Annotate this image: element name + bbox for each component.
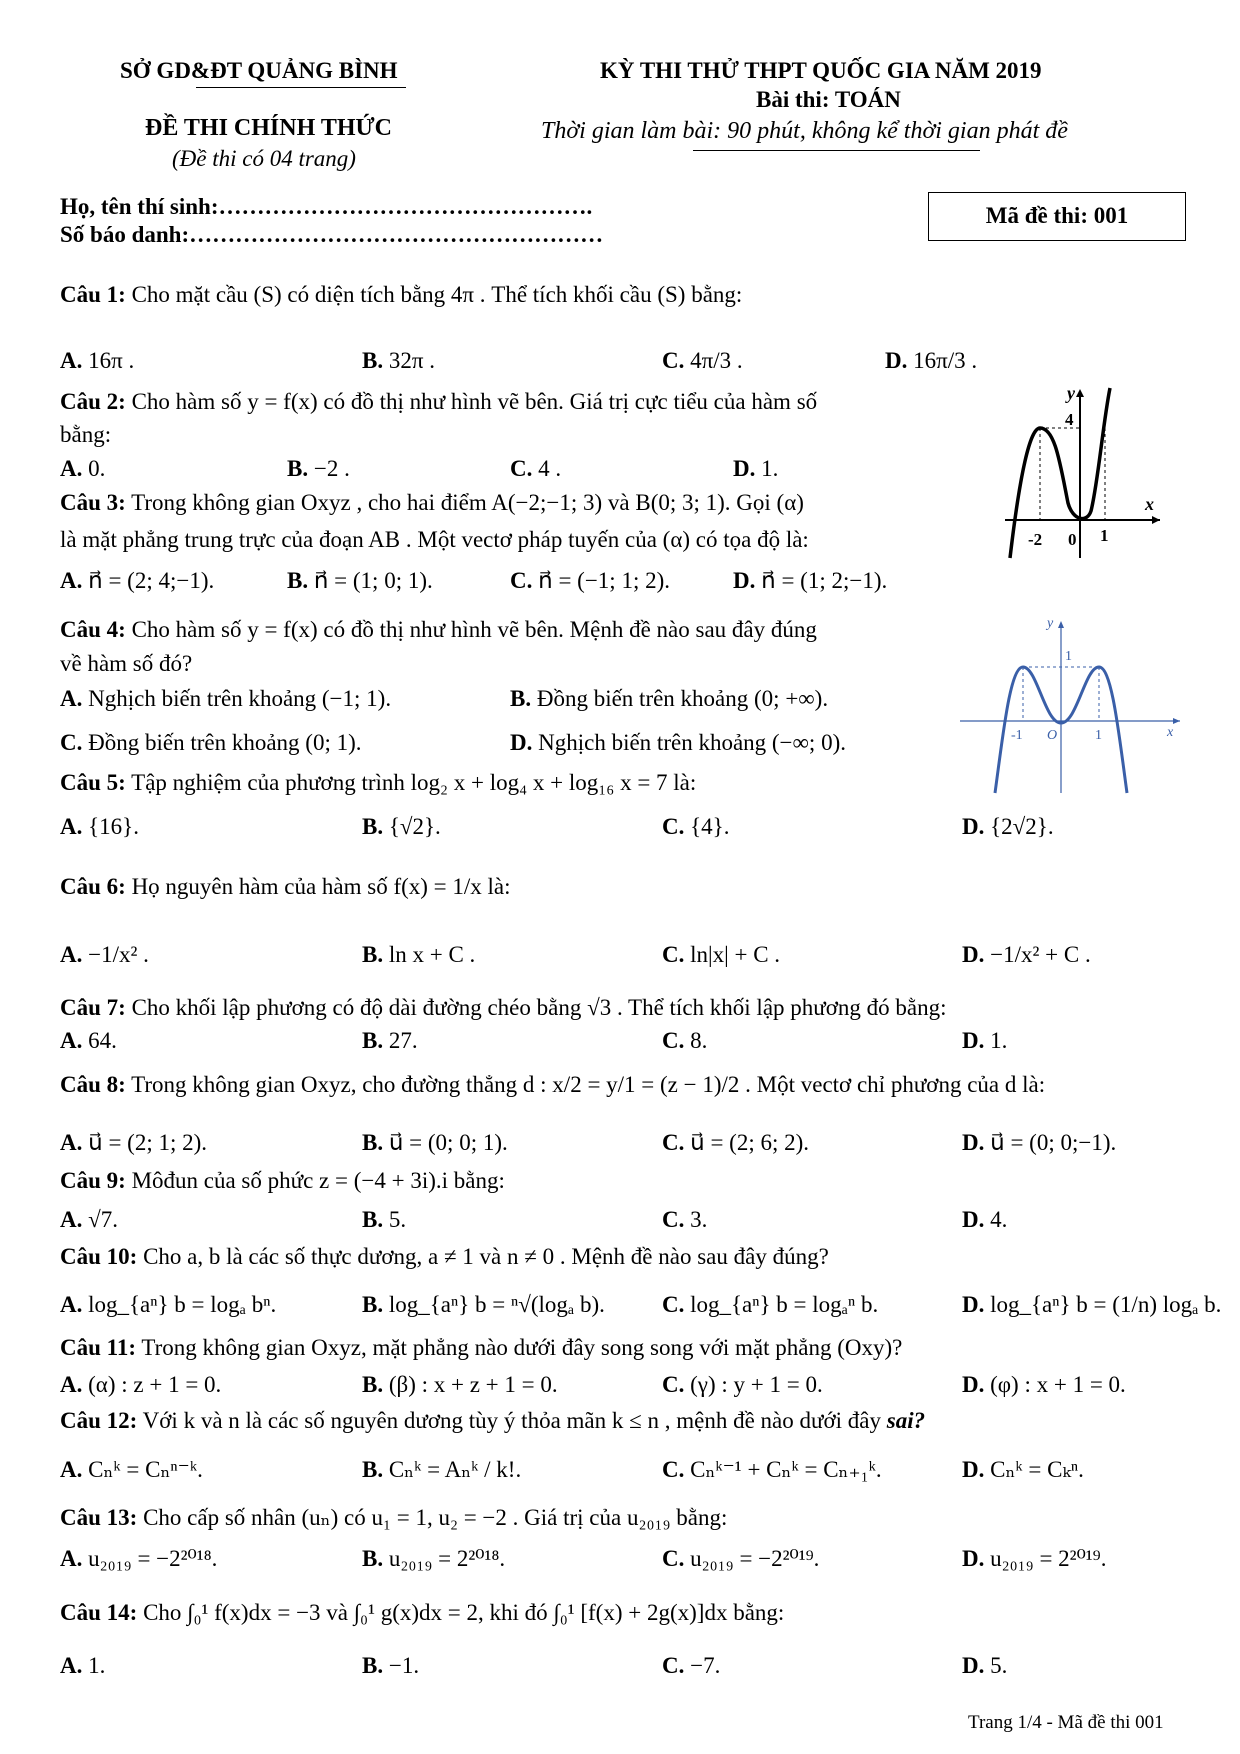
option-key: A. bbox=[60, 1292, 83, 1317]
g2-tick-neg1: -1 bbox=[1011, 728, 1023, 743]
question-13-option-b bbox=[362, 1546, 505, 1572]
g1-tick-neg2: -2 bbox=[1028, 530, 1043, 549]
option-value: n⃗ = (1; 2;−1). bbox=[761, 568, 888, 593]
option-key: A. bbox=[60, 568, 83, 593]
question-1-option-c bbox=[662, 348, 743, 374]
option-key: D. bbox=[962, 1207, 985, 1232]
option-key: A. bbox=[60, 348, 83, 373]
option-value: (γ) : y + 1 = 0. bbox=[690, 1372, 823, 1397]
candidate-id-line: Số báo danh:……………………………………………… bbox=[60, 222, 604, 247]
option-value: Cₙᵏ = Cₖⁿ. bbox=[990, 1457, 1084, 1482]
option-value: n⃗ = (1; 0; 1). bbox=[313, 568, 433, 593]
question-text: Cho cấp số nhân (uₙ) có u₁ = 1, u₂ = −2 . Giá trị của u₂₀₁₉ bằng: bbox=[143, 1505, 728, 1530]
question-3-option-d bbox=[733, 568, 887, 594]
option-key: B. bbox=[287, 456, 309, 481]
question-text: Cho a, b là các số thực dương, a ≠ 1 và n ≠ 0 . Mệnh đề nào sau đây đúng? bbox=[143, 1244, 829, 1269]
question-6-option-d bbox=[962, 942, 1091, 968]
exam-subject: Bài thi: TOÁN bbox=[756, 87, 901, 112]
question-3-stem bbox=[60, 490, 804, 516]
option-key: C. bbox=[662, 1457, 685, 1482]
question-text: Với k và n là các số nguyên dương tùy ý thỏa mãn k ≤ n , mệnh đề nào dưới đây bbox=[142, 1408, 881, 1433]
option-key: B. bbox=[362, 1292, 384, 1317]
question-10-option-c bbox=[662, 1292, 878, 1318]
option-key: D. bbox=[962, 1372, 985, 1397]
option-key: C. bbox=[662, 1653, 685, 1678]
option-key: D. bbox=[962, 1457, 985, 1482]
question-7-option-b bbox=[362, 1028, 418, 1054]
org-underline bbox=[196, 87, 406, 88]
option-value: u₂₀₁₉ = −2²⁰¹⁸. bbox=[88, 1546, 218, 1571]
option-value: u₂₀₁₉ = 2²⁰¹⁸. bbox=[388, 1546, 506, 1571]
option-key: C. bbox=[662, 1372, 685, 1397]
g2-tick-o: O bbox=[1047, 728, 1058, 743]
question-2-option-a bbox=[60, 456, 105, 482]
option-value: 4π/3 . bbox=[690, 348, 743, 373]
option-key: B. bbox=[362, 1653, 384, 1678]
option-value: 1. bbox=[990, 1028, 1008, 1053]
question-label: Câu 9: bbox=[60, 1168, 126, 1193]
option-value: ln|x| + C . bbox=[690, 942, 781, 967]
question-8-option-d bbox=[962, 1130, 1116, 1156]
option-key: A. bbox=[60, 1207, 83, 1232]
option-value: ln x + C . bbox=[388, 942, 476, 967]
question-11-option-d bbox=[962, 1372, 1126, 1398]
question-5-stem bbox=[60, 770, 696, 796]
option-key: B. bbox=[362, 1028, 384, 1053]
option-key: A. bbox=[60, 1457, 83, 1482]
option-value: 4 . bbox=[538, 456, 562, 481]
question-2-option-d bbox=[733, 456, 778, 482]
option-value: 16π . bbox=[88, 348, 135, 373]
option-value: (φ) : x + 1 = 0. bbox=[990, 1372, 1126, 1397]
option-value: u₂₀₁₉ = −2²⁰¹⁹. bbox=[690, 1546, 820, 1571]
option-key: B. bbox=[362, 1207, 384, 1232]
question-12-stem bbox=[60, 1408, 925, 1434]
option-value: 8. bbox=[690, 1028, 708, 1053]
option-key: B. bbox=[287, 568, 309, 593]
option-value: 1. bbox=[88, 1653, 106, 1678]
option-key: C. bbox=[60, 730, 83, 755]
question-12-option-d bbox=[962, 1457, 1084, 1483]
question-3-option-c bbox=[510, 568, 670, 594]
option-value: 64. bbox=[88, 1028, 117, 1053]
question-3-stem-cont: là mặt phẳng trung trực của đoạn AB . Một vectơ pháp tuyến của (α) có tọa độ là: bbox=[60, 527, 809, 552]
option-value: 27. bbox=[388, 1028, 418, 1053]
option-value: 3. bbox=[690, 1207, 708, 1232]
option-key: D. bbox=[962, 1546, 985, 1571]
question-11-option-a bbox=[60, 1372, 221, 1398]
question-11-stem bbox=[60, 1335, 902, 1361]
question-emphasis: sai? bbox=[886, 1408, 926, 1433]
option-key: B. bbox=[362, 1546, 384, 1571]
option-key: A. bbox=[60, 814, 83, 839]
option-value: −1. bbox=[388, 1653, 420, 1678]
question-10-option-d bbox=[962, 1292, 1221, 1318]
question-13-option-d bbox=[962, 1546, 1106, 1572]
question-6-option-c bbox=[662, 942, 780, 968]
question-5-option-b bbox=[362, 814, 441, 840]
question-label: Câu 8: bbox=[60, 1072, 126, 1097]
option-value: {√2}. bbox=[388, 814, 441, 839]
question-4-stem-cont: về hàm số đó? bbox=[60, 651, 193, 676]
option-value: {2√2}. bbox=[990, 814, 1054, 839]
question-13-option-c bbox=[662, 1546, 819, 1572]
question-9-option-c bbox=[662, 1207, 707, 1233]
question-text: Môđun của số phức z = (−4 + 3i).i bằng: bbox=[131, 1168, 505, 1193]
question-7-option-d bbox=[962, 1028, 1007, 1054]
option-key: B. bbox=[362, 942, 384, 967]
option-key: D. bbox=[962, 1028, 985, 1053]
question-label: Câu 13: bbox=[60, 1505, 138, 1530]
option-value: log_{aⁿ} b = logₐⁿ b. bbox=[690, 1292, 879, 1317]
option-key: B. bbox=[362, 1372, 384, 1397]
question-2-stem-cont: bằng: bbox=[60, 422, 112, 447]
graph-question-4 bbox=[955, 615, 1185, 795]
option-value: 5. bbox=[990, 1653, 1008, 1678]
candidate-name-line: Họ, tên thí sinh:…………………………………………. bbox=[60, 194, 593, 219]
option-value: Cₙᵏ = Cₙⁿ⁻ᵏ. bbox=[88, 1457, 203, 1482]
option-key: D. bbox=[733, 456, 756, 481]
question-12-option-b bbox=[362, 1457, 521, 1483]
question-10-option-b bbox=[362, 1292, 605, 1318]
option-key: C. bbox=[662, 1546, 685, 1571]
question-label: Câu 6: bbox=[60, 874, 126, 899]
option-key: D. bbox=[885, 348, 908, 373]
option-value: −7. bbox=[690, 1653, 721, 1678]
question-text: Cho khối lập phương có độ dài đường chéo bằng √3 . Thể tích khối lập phương đó bằng: bbox=[131, 995, 947, 1020]
option-value: 16π/3 . bbox=[913, 348, 978, 373]
option-key: D. bbox=[733, 568, 756, 593]
question-12-option-c bbox=[662, 1457, 882, 1483]
question-14-option-a bbox=[60, 1653, 105, 1679]
question-8-option-a bbox=[60, 1130, 207, 1156]
org-name: SỞ GD&ĐT QUẢNG BÌNH bbox=[120, 58, 398, 83]
question-1-option-d bbox=[885, 348, 977, 374]
question-text: Trong không gian Oxyz , cho hai điểm A(−2;−1; 3) và B(0; 3; 1). Gọi (α) bbox=[131, 490, 804, 515]
option-key: A. bbox=[60, 1372, 83, 1397]
question-2-option-c bbox=[510, 456, 561, 482]
option-value: log_{aⁿ} b = logₐ bⁿ. bbox=[88, 1292, 277, 1317]
option-value: log_{aⁿ} b = (1/n) logₐ b. bbox=[990, 1292, 1222, 1317]
question-14-stem bbox=[60, 1600, 784, 1626]
question-8-option-c bbox=[662, 1130, 809, 1156]
exam-title: KỲ THI THỬ THPT QUỐC GIA NĂM 2019 bbox=[600, 58, 1042, 83]
option-key: C. bbox=[510, 456, 533, 481]
exam-code: Mã đề thi: 001 bbox=[985, 203, 1129, 228]
option-value: n⃗ = (2; 4;−1). bbox=[88, 568, 215, 593]
option-key: A. bbox=[60, 1653, 83, 1678]
page-footer: Trang 1/4 - Mã đề thi 001 bbox=[968, 1712, 1164, 1733]
option-value: n⃗ = (−1; 1; 2). bbox=[538, 568, 670, 593]
option-value: log_{aⁿ} b = ⁿ√(logₐ b). bbox=[388, 1292, 605, 1317]
question-14-option-c bbox=[662, 1653, 720, 1679]
page-count-note: (Đề thi có 04 trang) bbox=[172, 146, 356, 171]
question-9-option-a bbox=[60, 1207, 118, 1233]
option-key: A. bbox=[60, 1130, 83, 1155]
question-8-option-b bbox=[362, 1130, 508, 1156]
g1-tick-1: 1 bbox=[1100, 526, 1109, 545]
option-key: A. bbox=[60, 1028, 83, 1053]
question-10-option-a bbox=[60, 1292, 276, 1318]
option-value: Đồng biến trên khoảng (0; +∞). bbox=[536, 686, 829, 711]
option-value: Nghịch biến trên khoảng (−1; 1). bbox=[88, 686, 392, 711]
question-4-option-b bbox=[510, 686, 828, 712]
question-7-stem bbox=[60, 995, 947, 1021]
question-label: Câu 11: bbox=[60, 1335, 137, 1360]
question-12-option-a bbox=[60, 1457, 203, 1483]
option-value: u₂₀₁₉ = 2²⁰¹⁹. bbox=[990, 1546, 1107, 1571]
g1-y-label: y bbox=[1067, 383, 1075, 403]
g1-tick-4: 4 bbox=[1065, 410, 1074, 429]
question-text: Họ nguyên hàm của hàm số f(x) = 1/x là: bbox=[131, 874, 511, 899]
option-value: −1/x² . bbox=[88, 942, 149, 967]
question-9-option-b bbox=[362, 1207, 406, 1233]
option-key: D. bbox=[962, 942, 985, 967]
question-text: Trong không gian Oxyz, cho đường thẳng d : x/2 = y/1 = (z − 1)/2 . Một vectơ chỉ phương của d là: bbox=[131, 1072, 1046, 1097]
question-9-option-d bbox=[962, 1207, 1007, 1233]
question-label: Câu 7: bbox=[60, 995, 126, 1020]
option-value: (α) : z + 1 = 0. bbox=[88, 1372, 222, 1397]
option-value: 32π . bbox=[388, 348, 435, 373]
question-text: Cho hàm số y = f(x) có đồ thị như hình vẽ bên. Giá trị cực tiểu của hàm số bbox=[131, 389, 818, 414]
question-text: Cho ∫₀¹ f(x)dx = −3 và ∫₀¹ g(x)dx = 2, khi đó ∫₀¹ [f(x) + 2g(x)]dx bằng: bbox=[143, 1600, 785, 1625]
question-2-option-b bbox=[287, 456, 350, 482]
option-value: 1. bbox=[761, 456, 779, 481]
question-text: Trong không gian Oxyz, mặt phẳng nào dưới đây song song với mặt phẳng (Oxy)? bbox=[141, 1335, 903, 1360]
question-3-option-a bbox=[60, 568, 214, 594]
question-label: Câu 5: bbox=[60, 770, 126, 795]
option-key: D. bbox=[962, 1130, 985, 1155]
option-value: (β) : x + z + 1 = 0. bbox=[388, 1372, 558, 1397]
question-13-stem bbox=[60, 1505, 727, 1531]
question-3-option-b bbox=[287, 568, 433, 594]
question-7-option-a bbox=[60, 1028, 117, 1054]
g2-x-label: x bbox=[1167, 725, 1174, 740]
question-text: Tập nghiệm của phương trình log₂ x + log₄ x + log₁₆ x = 7 là: bbox=[131, 770, 697, 795]
option-value: 5. bbox=[388, 1207, 407, 1232]
option-value: u⃗ = (0; 0; 1). bbox=[388, 1130, 508, 1155]
option-key: C. bbox=[662, 814, 685, 839]
option-key: B. bbox=[362, 814, 384, 839]
question-11-option-b bbox=[362, 1372, 558, 1398]
question-text: Cho mặt cầu (S) có diện tích bằng 4π . Thể tích khối cầu (S) bằng: bbox=[131, 282, 743, 307]
option-value: Cₙᵏ⁻¹ + Cₙᵏ = Cₙ₊₁ᵏ. bbox=[690, 1457, 882, 1482]
question-6-stem bbox=[60, 874, 511, 900]
question-7-option-c bbox=[662, 1028, 707, 1054]
option-value: u⃗ = (2; 1; 2). bbox=[88, 1130, 208, 1155]
option-value: −2 . bbox=[313, 456, 350, 481]
question-9-stem bbox=[60, 1168, 505, 1194]
option-value: {4}. bbox=[690, 814, 730, 839]
question-4-stem bbox=[60, 617, 817, 643]
option-value: Cₙᵏ = Aₙᵏ / k!. bbox=[388, 1457, 522, 1482]
question-6-option-b bbox=[362, 942, 475, 968]
option-value: 4. bbox=[990, 1207, 1008, 1232]
question-5-option-d bbox=[962, 814, 1054, 840]
question-label: Câu 4: bbox=[60, 617, 126, 642]
question-4-option-d bbox=[510, 730, 846, 756]
option-key: C. bbox=[662, 1130, 685, 1155]
question-1-stem bbox=[60, 282, 742, 308]
official-exam-label: ĐỀ THI CHÍNH THỨC bbox=[145, 115, 392, 141]
option-value: Nghịch biến trên khoảng (−∞; 0). bbox=[538, 730, 846, 755]
option-key: B. bbox=[510, 686, 532, 711]
option-key: D. bbox=[962, 1653, 985, 1678]
question-11-option-c bbox=[662, 1372, 823, 1398]
option-key: B. bbox=[362, 1457, 384, 1482]
option-value: Đồng biến trên khoảng (0; 1). bbox=[88, 730, 362, 755]
question-10-stem bbox=[60, 1244, 829, 1270]
question-8-stem bbox=[60, 1072, 1045, 1098]
question-label: Câu 2: bbox=[60, 389, 126, 414]
g2-tick-1-x: 1 bbox=[1095, 728, 1102, 743]
question-label: Câu 12: bbox=[60, 1408, 138, 1433]
question-5-option-c bbox=[662, 814, 729, 840]
question-5-option-a bbox=[60, 814, 139, 840]
option-key: A. bbox=[60, 456, 83, 481]
question-2-stem bbox=[60, 389, 817, 415]
g2-tick-1-y: 1 bbox=[1065, 649, 1072, 664]
option-value: 0. bbox=[88, 456, 106, 481]
option-key: D. bbox=[962, 814, 985, 839]
option-key: B. bbox=[362, 1130, 384, 1155]
question-13-option-a bbox=[60, 1546, 217, 1572]
question-14-option-d bbox=[962, 1653, 1007, 1679]
exam-time: Thời gian làm bài: 90 phút, không kể thời gian phát đề bbox=[541, 118, 1068, 144]
question-label: Câu 1: bbox=[60, 282, 126, 307]
g1-x-label: x bbox=[1145, 494, 1154, 514]
graph-question-2 bbox=[995, 383, 1165, 563]
question-4-option-c bbox=[60, 730, 362, 756]
option-key: C. bbox=[662, 1207, 685, 1232]
option-key: C. bbox=[662, 942, 685, 967]
question-1-option-b bbox=[362, 348, 435, 374]
option-key: D. bbox=[962, 1292, 985, 1317]
g1-tick-0: 0 bbox=[1068, 530, 1077, 549]
option-key: C. bbox=[662, 1028, 685, 1053]
option-value: u⃗ = (2; 6; 2). bbox=[690, 1130, 810, 1155]
option-key: D. bbox=[510, 730, 533, 755]
option-value: √7. bbox=[88, 1207, 118, 1232]
option-key: A. bbox=[60, 942, 83, 967]
option-key: A. bbox=[60, 1546, 83, 1571]
option-value: −1/x² + C . bbox=[990, 942, 1091, 967]
option-key: C. bbox=[662, 348, 685, 373]
time-underline bbox=[693, 150, 980, 151]
question-text: Cho hàm số y = f(x) có đồ thị như hình vẽ bên. Mệnh đề nào sau đây đúng bbox=[131, 617, 817, 642]
option-key: C. bbox=[510, 568, 533, 593]
question-4-option-a bbox=[60, 686, 391, 712]
question-6-option-a bbox=[60, 942, 149, 968]
option-key: B. bbox=[362, 348, 384, 373]
option-value: u⃗ = (0; 0;−1). bbox=[990, 1130, 1117, 1155]
option-value: {16}. bbox=[88, 814, 139, 839]
question-label: Câu 3: bbox=[60, 490, 126, 515]
question-label: Câu 10: bbox=[60, 1244, 138, 1269]
question-label: Câu 14: bbox=[60, 1600, 138, 1625]
option-key: C. bbox=[662, 1292, 685, 1317]
question-14-option-b bbox=[362, 1653, 419, 1679]
option-key: A. bbox=[60, 686, 83, 711]
g2-y-label: y bbox=[1047, 616, 1054, 631]
question-1-option-a bbox=[60, 348, 134, 374]
